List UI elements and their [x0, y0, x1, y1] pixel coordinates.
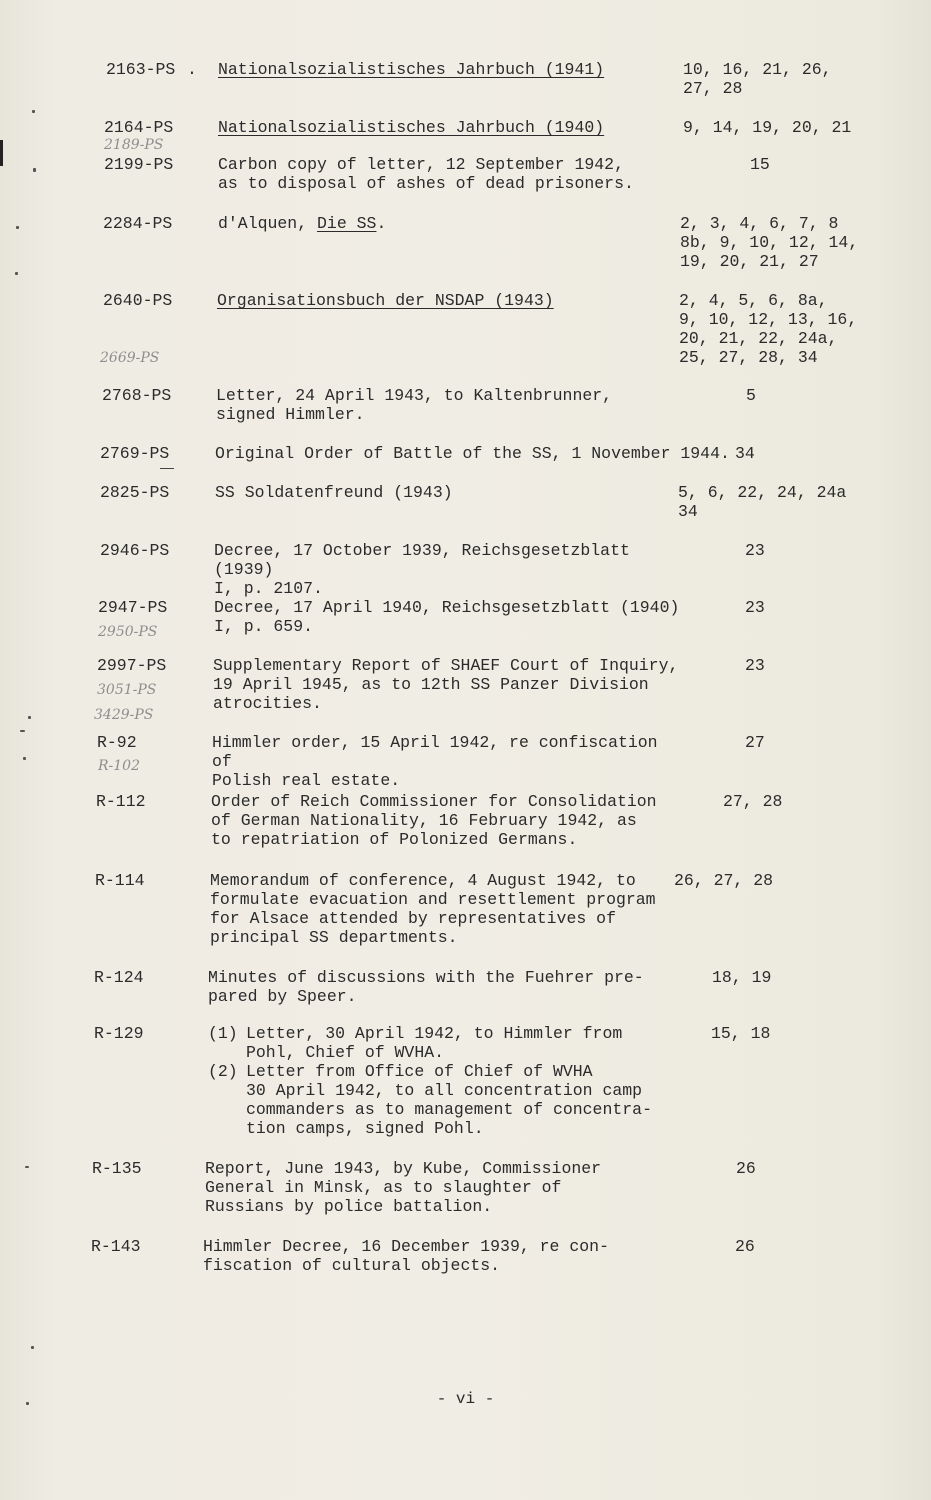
page-references: 23 — [745, 598, 765, 617]
description — [218, 214, 386, 233]
document-id: 2199-PS — [104, 155, 174, 174]
description: Decree, 17 October 1939, Reichsgesetzblatt (1939) I, p. 2107. — [214, 541, 630, 598]
document-id: 2768-PS — [102, 386, 172, 405]
page-references: 2, 4, 5, 6, 8a, 9, 10, 12, 13, 16, 20, 21, 22, 24a, 25, 27, 28, 34 — [679, 291, 858, 367]
item-number: (1) — [208, 1024, 238, 1043]
page-references: 26 — [735, 1237, 755, 1256]
document-id: R-135 — [92, 1159, 142, 1178]
page-references: 2, 3, 4, 6, 7, 8 8b, 9, 10, 12, 14, 19, 20, 21, 27 — [680, 214, 859, 271]
item-number: (2) — [208, 1062, 238, 1081]
page-references: 9, 14, 19, 20, 21 — [683, 118, 852, 137]
description: SS Soldatenfreund (1943) — [215, 483, 453, 502]
punctuation: . — [376, 214, 387, 233]
page-references: 27 — [745, 733, 765, 752]
page-number: - vi - — [436, 1390, 495, 1408]
speck — [16, 226, 19, 229]
speck — [33, 168, 36, 172]
speck — [25, 1166, 29, 1168]
description: Report, June 1943, by Kube, Commissioner General in Minsk, as to slaughter of Russians by police battalion. — [205, 1159, 602, 1216]
document-id: R-143 — [91, 1237, 141, 1256]
handwritten-note: 2189-PS — [104, 137, 164, 153]
ink-mark — [160, 468, 174, 469]
description: Himmler order, 15 April 1942, re confiscation of Polish real estate. — [212, 733, 658, 790]
page-references: 26 — [736, 1159, 756, 1178]
page-references: 23 — [745, 541, 765, 560]
document-id: R-92 — [97, 733, 137, 752]
description: Decree, 17 April 1940, Reichsgesetzblatt (1940) I, p. 659. — [214, 598, 680, 636]
description: Letter from Office of Chief of WVHA 30 April 1942, to all concentration camp commanders as to management of concentra- tion camps, signed Pohl. — [246, 1062, 652, 1138]
speck — [15, 272, 18, 275]
page-references: 27, 28 — [723, 792, 783, 811]
speck — [32, 110, 35, 113]
description: Order of Reich Commissioner for Consolidation of German Nationality, 16 February 1942, as to repatriation of Polonized Germans. — [211, 792, 657, 849]
speck — [31, 1346, 34, 1349]
document-id: R-114 — [95, 871, 145, 890]
page-references: 5, 6, 22, 24, 24a 34 — [678, 483, 847, 521]
publication-title: Die SS — [317, 214, 377, 233]
page-references: 5 — [746, 386, 756, 405]
description: Nationalsozialistisches Jahrbuch (1940) — [218, 118, 605, 137]
page-references: 34 — [735, 444, 755, 463]
document-id: 2946-PS — [100, 541, 170, 560]
handwritten-note: 2950-PS — [98, 624, 158, 640]
document-id: 2640-PS — [103, 291, 173, 310]
stray-dot: . — [187, 60, 197, 79]
description: Memorandum of conference, 4 August 1942, to formulate evacuation and resettlement program for Alsace attended by representatives of principal SS departments. — [210, 871, 656, 947]
page-references: 26, 27, 28 — [674, 871, 774, 890]
page-references: 10, 16, 21, 26, 27, 28 — [683, 60, 832, 98]
description: Minutes of discussions with the Fuehrer pre- pared by Speer. — [208, 968, 644, 1006]
speck — [23, 757, 26, 760]
page-references: 23 — [745, 656, 765, 675]
speck — [28, 716, 31, 719]
document-id: 2997-PS — [97, 656, 167, 675]
document-id: R-124 — [94, 968, 144, 987]
document-id: R-129 — [94, 1024, 144, 1043]
description: Nationalsozialistisches Jahrbuch (1941) — [218, 60, 605, 79]
document-id: 2769-PS — [100, 444, 170, 463]
description: Supplementary Report of SHAEF Court of Inquiry, 19 April 1945, as to 12th SS Panzer Division atrocities. — [213, 656, 679, 713]
edge-bar — [0, 140, 3, 166]
page-references: 15 — [750, 155, 770, 174]
page-references: 15, 18 — [711, 1024, 771, 1043]
document-id: 2947-PS — [98, 598, 168, 617]
handwritten-note: 3051-PS — [97, 682, 157, 698]
document-id: 2825-PS — [100, 483, 170, 502]
handwritten-note: 2669-PS — [100, 350, 160, 366]
document-id: 2284-PS — [103, 214, 173, 233]
document-id: 2163-PS — [106, 60, 176, 79]
handwritten-note: R-102 — [98, 758, 140, 774]
description: Original Order of Battle of the SS, 1 November 1944. — [215, 444, 730, 463]
description: Letter, 24 April 1943, to Kaltenbrunner, signed Himmler. — [216, 386, 613, 424]
handwritten-note: 3429-PS — [94, 707, 154, 723]
description: Letter, 30 April 1942, to Himmler from Pohl, Chief of WVHA. — [246, 1024, 623, 1062]
author: d'Alquen, — [218, 214, 318, 233]
page-references: 18, 19 — [712, 968, 772, 987]
description: Himmler Decree, 16 December 1939, re con- fiscation of cultural objects. — [203, 1237, 609, 1275]
document-id: 2164-PS — [104, 118, 174, 137]
description: Organisationsbuch der NSDAP (1943) — [217, 291, 554, 310]
speck — [20, 730, 25, 732]
document-id: R-112 — [96, 792, 146, 811]
description: Carbon copy of letter, 12 September 1942, as to disposal of ashes of dead prisoners. — [218, 155, 634, 193]
